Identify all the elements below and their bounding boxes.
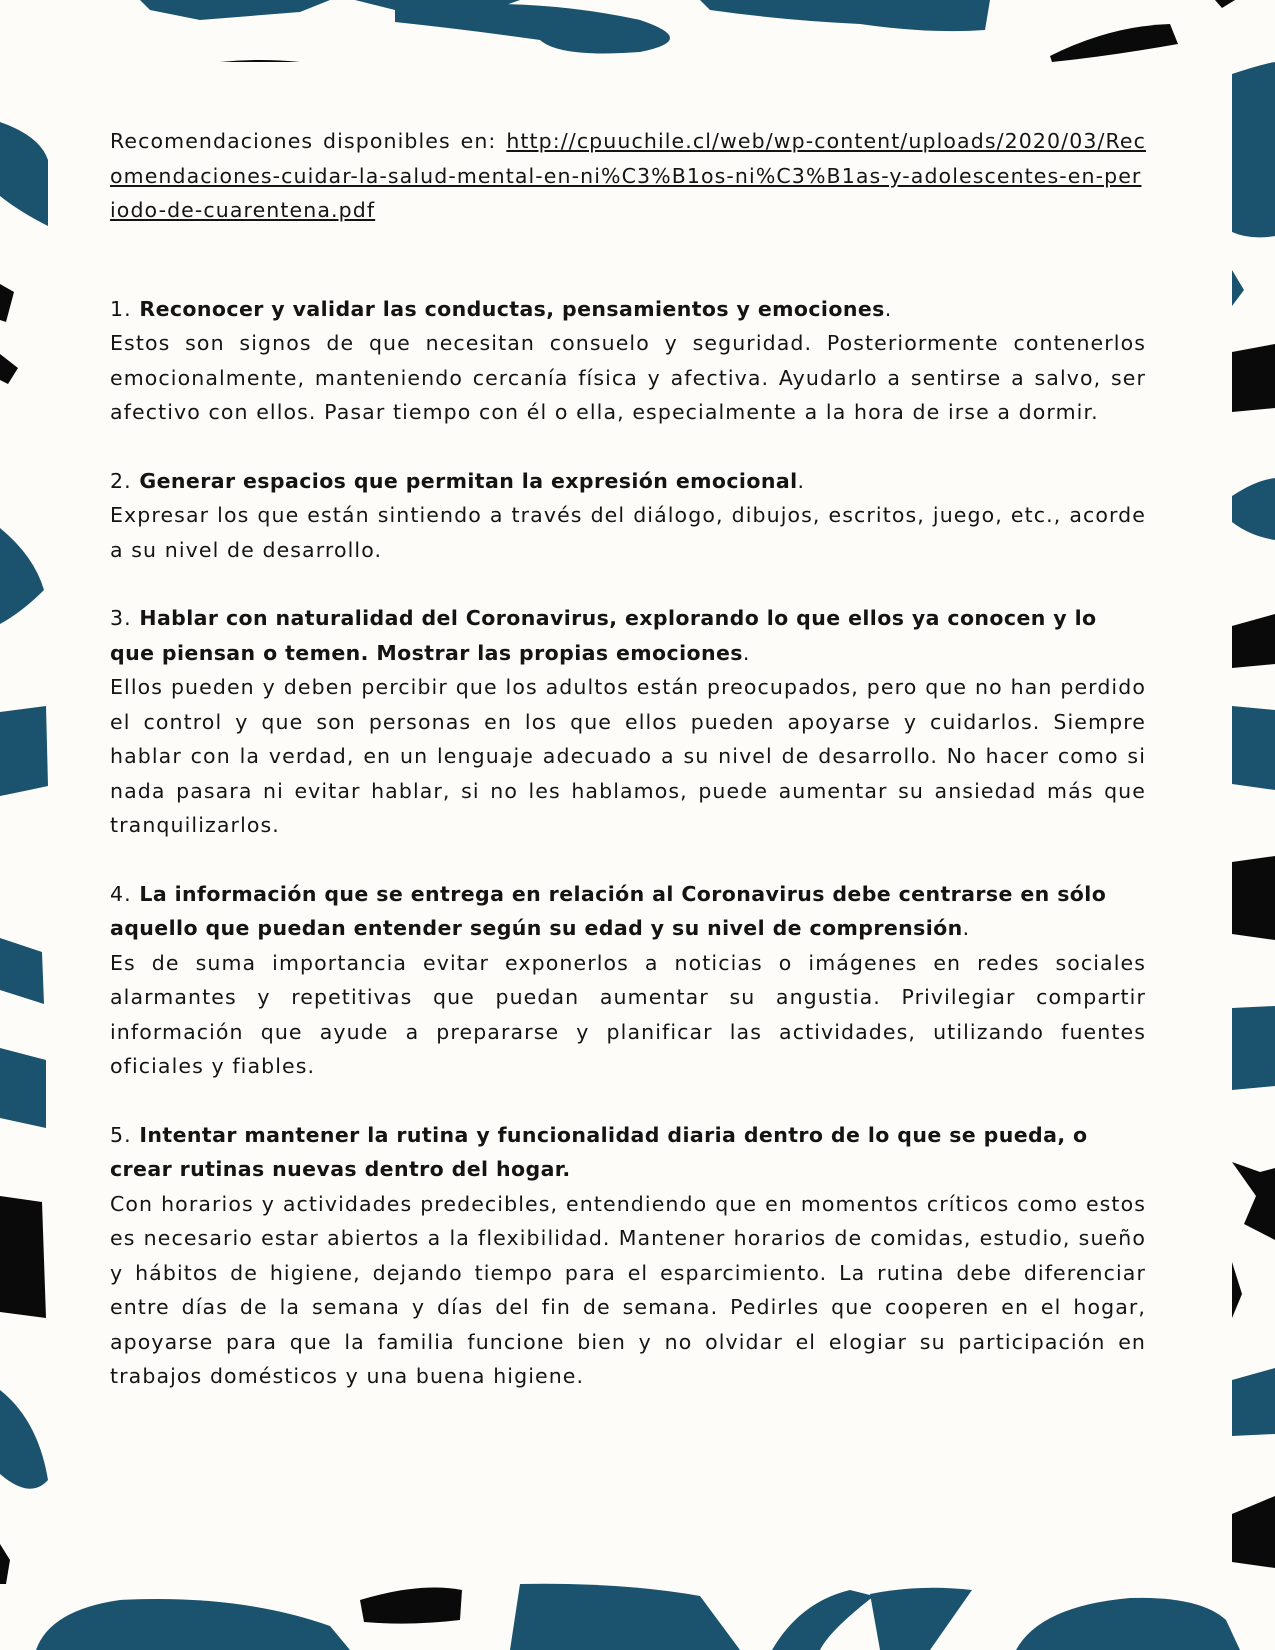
recommendation-5 (110, 1118, 1146, 1394)
recommendation-title-end: . (884, 296, 893, 321)
recommendation-3 (110, 601, 1146, 843)
recommendation-body: Expresar los que están sintiendo a través del diálogo, dibujos, escritos, juego, etc., acorde a su nivel de desarrollo. (110, 503, 1146, 562)
recommendation-number: 3. (110, 606, 132, 630)
recommendation-body: Con horarios y actividades predecibles, entendiendo que en momentos críticos como estos es necesario estar abiertos a la flexibilidad. Mantener horarios de comidas, estudio, sueño y hábitos de higiene, dejando tiempo para el esparcimiento. La rutina debe diferenciar entre días de la semana y días del fin de semana. Pedirles que cooperen en el hogar, apoyarse para que la familia funcione bien y no olvidar el elogiar su participación en trabajos domésticos y una buena higiene. (110, 1191, 1146, 1388)
recommendation-body: Ellos pueden y deben percibir que los adultos están preocupados, pero que no han perdido el control y que son personas en los que ellos pueden apoyarse y cuidarlos. Siempre hablar con la verdad, en un lenguaje adecuado a su nivel de desarrollo. No hacer como si nada pasara ni evitar hablar, si no les hablamos, puede aumentar su ansiedad más que tranquilizarlos. (110, 675, 1146, 837)
recommendation-heading (110, 601, 1146, 670)
document-content (110, 124, 1146, 1428)
recommendation-title-end: . (742, 640, 751, 665)
intro-paragraph (110, 124, 1146, 228)
recommendation-number: 4. (110, 881, 132, 906)
recommendation-title-end: . (797, 468, 806, 493)
recommendation-title: Reconocer y validar las conductas, pensamientos y emociones (139, 296, 885, 321)
recommendation-body: Es de suma importancia evitar exponerlos a noticias o imágenes en redes sociales alarmantes y repetitivas que puedan aumentar su angustia. Privilegiar compartir información que ayude a prepararse y planificar las actividades, utilizando fuentes oficiales y fiables. (110, 950, 1146, 1078)
recommendation-heading (110, 1118, 1146, 1187)
recommendation-title: La información que se entrega en relación al Coronavirus debe centrarse en sólo aquello que puedan entender según su edad y su nivel de comprensión (110, 881, 1107, 940)
recommendation-title: Intentar mantener la rutina y funcionalidad diaria dentro de lo que se pueda, o crear rutinas nuevas dentro del hogar. (110, 1122, 1088, 1181)
recommendation-number: 2. (110, 468, 132, 493)
recommendation-4 (110, 877, 1146, 1084)
intro-link[interactable]: http://cpuuchile.cl/web/wp-content/uploads/2020/03/Recomendaciones-cuidar-la-salud-mental-en-ni%C3%B1os-ni%C3%B1as-y-adolescentes-en-periodo-de-cuarentena.pdf (110, 129, 1146, 222)
recommendation-heading (110, 292, 1146, 327)
recommendation-heading (110, 464, 1146, 499)
recommendation-number: 5. (110, 1122, 132, 1147)
intro-text: Recomendaciones disponibles en: (110, 129, 497, 153)
recommendation-number: 1. (110, 296, 132, 321)
recommendation-body: Estos son signos de que necesitan consuelo y seguridad. Posteriormente contenerlos emocionalmente, manteniendo cercanía física y afectiva. Ayudarlo a sentirse a salvo, ser afectivo con ellos. Pasar tiempo con él o ella, especialmente a la hora de irse a dormir. (110, 331, 1146, 424)
recommendation-title: Generar espacios que permitan la expresión emocional (139, 468, 798, 493)
recommendation-heading (110, 877, 1146, 946)
recommendation-2 (110, 464, 1146, 568)
recommendation-1 (110, 292, 1146, 430)
recommendation-title: Hablar con naturalidad del Coronavirus, explorando lo que ellos ya conocen y lo que piensan o temen. Mostrar las propias emociones (110, 606, 1097, 665)
recommendation-title-end: . (962, 916, 971, 940)
